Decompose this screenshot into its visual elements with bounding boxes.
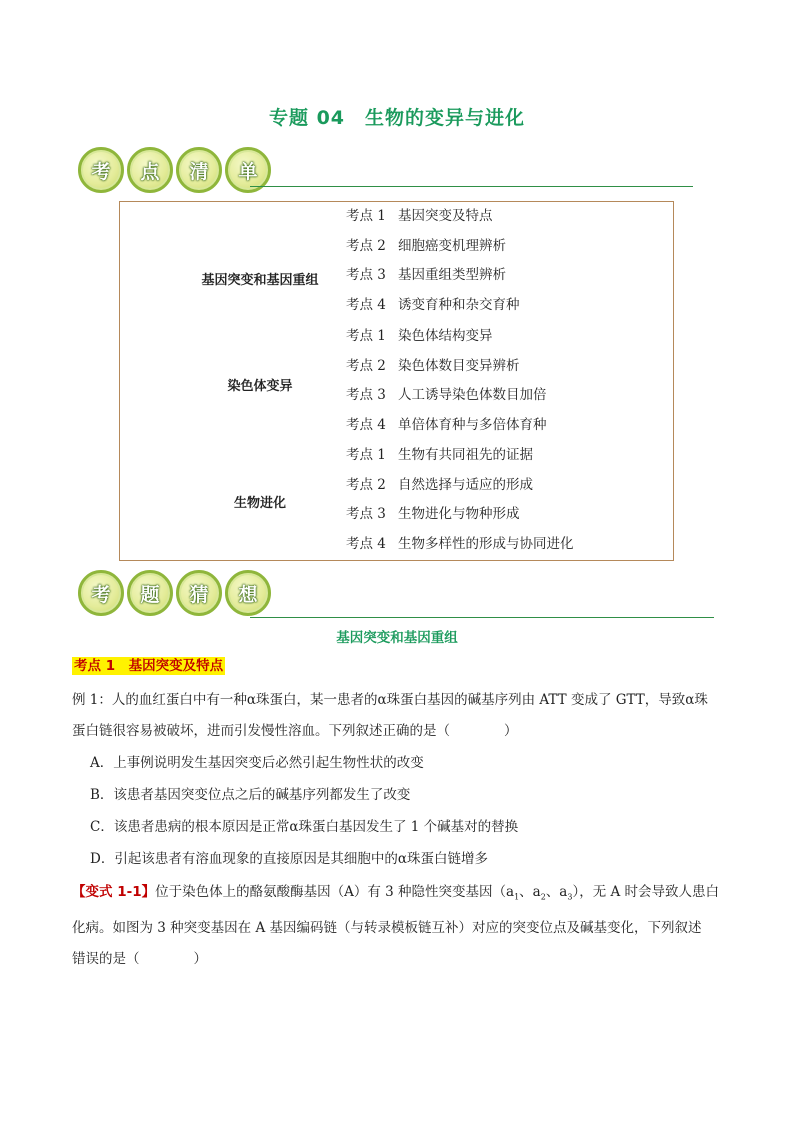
banner-circle: 猜 bbox=[176, 570, 222, 616]
banner-circle: 点 bbox=[127, 147, 173, 193]
option-b: B．该患者基因突变位点之后的碱基序列都发生了改变 bbox=[90, 787, 411, 803]
toc-item: 考点 3 生物进化与物种形成 bbox=[346, 506, 520, 522]
toc-item: 考点 4 单倍体育种与多倍体育种 bbox=[346, 417, 547, 433]
banner-circle: 题 bbox=[127, 570, 173, 616]
toc-item: 考点 2 细胞癌变机理辨析 bbox=[346, 238, 506, 254]
toc-table bbox=[119, 201, 674, 561]
kaodian-heading: 考点 1 基因突变及特点 bbox=[74, 658, 224, 674]
banner-kaodian-qingdan bbox=[78, 147, 274, 193]
toc-item: 考点 1 生物有共同祖先的证据 bbox=[346, 447, 533, 463]
banner-divider bbox=[250, 617, 714, 618]
option-c: C．该患者患病的根本原因是正常α珠蛋白基因发生了 1 个碱基对的替换 bbox=[90, 819, 519, 835]
banner-divider bbox=[250, 186, 693, 187]
banner-kaoti-caixiang bbox=[78, 570, 274, 616]
toc-group-label: 基因突变和基因重组 bbox=[201, 273, 319, 288]
banner-circle: 单 bbox=[225, 147, 271, 193]
toc-item: 考点 1 基因突变及特点 bbox=[346, 208, 493, 224]
toc-item: 考点 4 生物多样性的形成与协同进化 bbox=[346, 536, 574, 552]
toc-item: 考点 2 染色体数目变异辨析 bbox=[346, 358, 520, 374]
toc-group-label: 生物进化 bbox=[233, 496, 286, 511]
toc-item: 考点 3 基因重组类型辨析 bbox=[346, 267, 506, 283]
toc-item: 考点 4 诱变育种和杂交育种 bbox=[346, 297, 520, 313]
banner-circle: 想 bbox=[225, 570, 271, 616]
option-a: A．上事例说明发生基因突变后必然引起生物性状的改变 bbox=[90, 755, 424, 771]
toc-item: 考点 2 自然选择与适应的形成 bbox=[346, 477, 533, 493]
banner-circle: 考 bbox=[78, 147, 124, 193]
toc-item: 考点 1 染色体结构变异 bbox=[346, 328, 493, 344]
banner-circle: 清 bbox=[176, 147, 222, 193]
toc-item: 考点 3 人工诱导染色体数目加倍 bbox=[346, 387, 547, 403]
example-1-stem: 例 1：人的血红蛋白中有一种α珠蛋白，某一患者的α珠蛋白基因的碱基序列由 ATT 变成了 GTT，导致α珠 蛋白链很容易被破坏，进而引发慢性溶血。下列叙述正确的是（ ） bbox=[72, 692, 708, 739]
variant-1-1-stem: 【变式 1-1】位于染色体上的酪氨酸酶基因（A）有 3 种隐性突变基因（$a_1$、$a_2$、$a_3$），无 A 时会导致人患白 化病。如图为 3 种突变基因在 A 基因编码链（与转录模板链互补）对应的突变位点及碱基变化，下列叙述 错误的是（ ） bbox=[72, 884, 720, 967]
option-d: D．引起该患者有溶血现象的直接原因是其细胞中的α珠蛋白链增多 bbox=[90, 851, 488, 867]
variant-label: 【变式 1-1】 bbox=[72, 884, 156, 900]
banner-circle: 考 bbox=[78, 570, 124, 616]
section-heading: 基因突变和基因重组 bbox=[336, 630, 458, 646]
toc-group-label: 染色体变异 bbox=[227, 379, 293, 394]
page-title: 专题 04 生物的变异与进化 bbox=[268, 107, 526, 129]
